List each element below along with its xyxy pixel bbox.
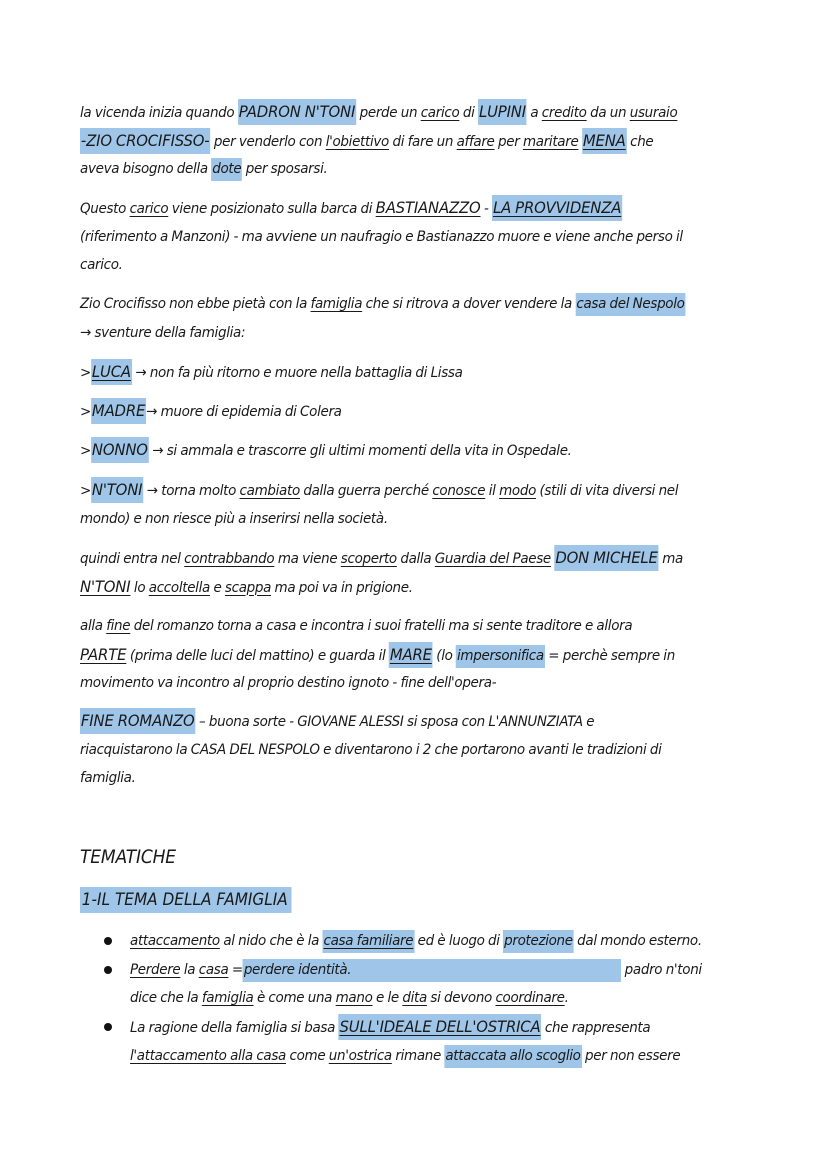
highlight-casa-del-nespolo: casa del Nespolo	[575, 293, 685, 316]
underlined-credito: credito	[541, 105, 587, 121]
highlight-perdere-identita: perdere identità.	[243, 959, 621, 982]
text: movimento va incontro al proprio destino ignoto - fine dell'opera-	[80, 675, 497, 691]
underlined-guardia-del-paese: Guardia del Paese	[434, 551, 551, 567]
text-line	[130, 1042, 716, 1071]
text-line	[80, 707, 703, 736]
highlight-nonno: NONNO	[91, 437, 149, 463]
paragraph-intro	[80, 98, 703, 184]
highlight-la-provvidenza: LA PROVVIDENZA	[492, 195, 622, 221]
text-line	[80, 669, 703, 698]
underlined-famiglia: famiglia	[310, 296, 363, 312]
text-line	[130, 1013, 716, 1043]
text: → si ammala e trascorre gli ultimi momenti della vita in Ospedale.	[148, 443, 572, 459]
text-line	[80, 251, 703, 280]
text: dice che la	[130, 990, 202, 1006]
text: che	[626, 133, 654, 150]
underlined-modo: modo	[499, 483, 536, 499]
list-item-luca	[80, 358, 703, 387]
text: aveva bisogno della	[80, 161, 212, 177]
text: perde un	[356, 105, 421, 121]
text: ed è luogo di	[414, 933, 504, 949]
text: per	[494, 133, 523, 150]
text: rimane	[391, 1048, 445, 1064]
underlined-scoperto: scoperto	[340, 551, 397, 567]
text: (riferimento a Manzoni) - ma avviene un naufragio e Bastianazzo muore e viene anche perso il	[80, 228, 683, 245]
text: la	[180, 961, 199, 978]
list-item-madre	[80, 397, 703, 426]
underlined-bastianazzo: BASTIANAZZO	[375, 198, 481, 217]
text: e	[209, 579, 225, 596]
text: La ragione della famiglia si basa	[130, 1019, 339, 1036]
text: è come una	[253, 990, 336, 1006]
underlined-mano: mano	[335, 990, 373, 1006]
paragraph-bastianazzo	[80, 194, 703, 280]
text: per venderlo con	[210, 133, 326, 150]
highlight-zio-crocifisso: -ZIO CROCIFISSO-	[80, 128, 210, 154]
text: lo	[130, 579, 149, 596]
text: dal mondo esterno.	[573, 933, 702, 949]
bullet-icon	[104, 937, 112, 945]
text: alla	[80, 618, 107, 634]
underlined-coordinare: coordinare	[495, 990, 565, 1006]
text: ma viene	[274, 551, 341, 567]
text: ma	[658, 551, 683, 567]
highlight-madre: MADRE	[91, 398, 146, 424]
underlined-dita: dita	[402, 990, 427, 1006]
underlined-accoltella: accoltella	[148, 579, 210, 596]
text-line	[80, 127, 703, 156]
text: che rappresenta	[541, 1019, 651, 1036]
paragraph-fine-romanzo	[80, 707, 703, 793]
text: riacquistarono la CASA DEL NESPOLO e diventarono i 2 che portarono avanti le tradizioni di	[80, 741, 662, 758]
highlight-luca: LUCA	[91, 359, 132, 385]
highlight-lupini: LUPINI	[478, 99, 527, 125]
text: viene posizionato sulla barca di	[168, 201, 376, 217]
text: =	[228, 961, 243, 978]
text-line	[80, 358, 703, 387]
underlined-carico: carico	[420, 105, 460, 121]
bullet-item	[100, 927, 760, 956]
text-line	[80, 573, 703, 602]
text: >	[80, 443, 91, 459]
text: .	[564, 990, 569, 1006]
text: di fare un	[388, 133, 457, 150]
text: di	[459, 105, 479, 121]
highlight-mare: MARE	[389, 642, 433, 668]
text: -	[480, 201, 493, 217]
section-title: TEMATICHE	[80, 846, 176, 868]
bullet-item	[100, 956, 760, 1013]
text-line	[130, 927, 716, 956]
underlined-scappa: scappa	[224, 579, 272, 596]
text: che si ritrova a dover vendere la	[362, 296, 576, 312]
underlined-conosce: conosce	[432, 483, 486, 499]
text: → muore di epidemia di Colera	[146, 404, 342, 420]
underlined-affare: affare	[456, 133, 495, 150]
text: → non fa più ritorno e muore nella battaglia di Lissa	[131, 365, 463, 381]
text: da un	[586, 105, 630, 121]
underlined-maritare: maritare	[522, 133, 579, 150]
text: (lo	[432, 647, 457, 664]
text-line	[80, 436, 703, 465]
highlight-ideale-ostrica: SULL'IDEALE DELL'OSTRICA	[339, 1014, 542, 1040]
text: Questo	[80, 201, 130, 217]
text: dalla	[396, 551, 435, 567]
bullet-item	[100, 1013, 760, 1071]
text: padro n'toni	[624, 961, 702, 978]
text: ma poi va in prigione.	[271, 579, 413, 596]
text-line	[80, 290, 703, 319]
list-item-nonno	[80, 436, 703, 465]
text: = perchè sempre in	[544, 647, 675, 664]
text: >	[80, 365, 91, 381]
text-line	[80, 223, 703, 252]
highlight-protezione: protezione	[503, 930, 573, 953]
list-item-ntoni	[80, 476, 703, 533]
underlined-attaccamento: attaccamento	[130, 933, 220, 949]
theme-bullet-list	[100, 927, 760, 1071]
underlined-ntoni: N'TONI	[80, 576, 131, 596]
underlined-contrabbando: contrabbando	[184, 551, 275, 567]
highlight-fine-romanzo: FINE ROMANZO	[80, 708, 195, 734]
text: la vicenda inizia quando	[80, 105, 238, 121]
text-line	[80, 155, 703, 184]
bullet-icon	[104, 966, 112, 974]
highlight-casa-familiare: casa familiare	[323, 930, 415, 953]
underlined-carico: carico	[129, 201, 169, 217]
text: Zio Crocifisso non ebbe pietà con la	[80, 296, 311, 312]
text: quindi entra nel	[80, 551, 185, 567]
text-line	[80, 736, 703, 765]
underlined-cambiato: cambiato	[239, 483, 300, 499]
text: dalla guerra perché	[299, 483, 433, 499]
paragraph-zio-crocifisso	[80, 290, 703, 347]
underlined-usuraio: usuraio	[629, 105, 678, 121]
underlined-parte: PARTE	[80, 644, 127, 664]
text-line	[80, 544, 703, 573]
underlined-famiglia: famiglia	[201, 990, 254, 1006]
text-line	[80, 194, 703, 223]
text: a	[526, 105, 542, 121]
text: si devono	[426, 990, 496, 1006]
subsection-title: 1-IL TEMA DELLA FAMIGLIA	[80, 887, 291, 913]
text: → sventure della famiglia:	[80, 324, 246, 341]
underlined-casa: casa	[198, 961, 229, 978]
underlined-perdere: Perdere	[130, 961, 181, 978]
text-line	[130, 984, 716, 1013]
text-line	[80, 612, 703, 641]
highlight-impersonifica: impersonifica	[456, 645, 545, 668]
highlight-ntoni: N'TONI	[91, 477, 143, 503]
highlight-don-michele: DON MICHELE	[554, 545, 658, 571]
bullet-icon	[104, 1023, 112, 1031]
highlight-padron-ntoni: PADRON N'TONI	[238, 99, 356, 125]
text-line	[130, 956, 716, 985]
text: – buona sorte - GIOVANE ALESSI si sposa con L'ANNUNZIATA e	[195, 714, 595, 730]
text: del romanzo torna a casa e incontra i suoi fratelli ma si sente traditore e allora	[130, 618, 633, 634]
text: (prima delle luci del mattino) e guarda il	[126, 647, 389, 664]
text: mondo) e non riesce più a inserirsi nella società.	[80, 510, 388, 527]
text: >	[80, 483, 91, 499]
text: come	[285, 1048, 329, 1064]
text: carico.	[80, 257, 123, 273]
text: al nido che è la	[219, 933, 323, 949]
text-line	[80, 505, 703, 534]
highlight-mena: MENA	[582, 128, 627, 154]
text-line	[80, 319, 703, 348]
text: → torna molto	[143, 483, 240, 499]
text-line	[80, 764, 703, 793]
paragraph-contrabbando	[80, 544, 703, 601]
text: per non essere	[581, 1048, 681, 1064]
underlined-unostrica: un'ostrica	[328, 1048, 392, 1064]
underlined-obiettivo: l'obiettivo	[325, 133, 389, 150]
text: (stili di vita diversi nel	[535, 483, 679, 499]
text: >	[80, 404, 91, 420]
text: per sposarsi.	[242, 161, 328, 177]
text: e le	[372, 990, 403, 1006]
text: il	[485, 483, 500, 499]
paragraph-fine	[80, 612, 703, 698]
text-line	[80, 98, 703, 127]
text-line	[80, 641, 703, 670]
text-line	[80, 397, 703, 426]
underlined-fine: fine	[106, 618, 131, 634]
text: famiglia.	[80, 770, 136, 786]
highlight-attaccata-scoglio: attaccata allo scoglio	[444, 1045, 581, 1068]
underlined-attaccamento-casa: l'attaccamento alla casa	[130, 1048, 286, 1064]
text-line	[80, 476, 703, 505]
highlight-dote: dote	[211, 158, 242, 181]
